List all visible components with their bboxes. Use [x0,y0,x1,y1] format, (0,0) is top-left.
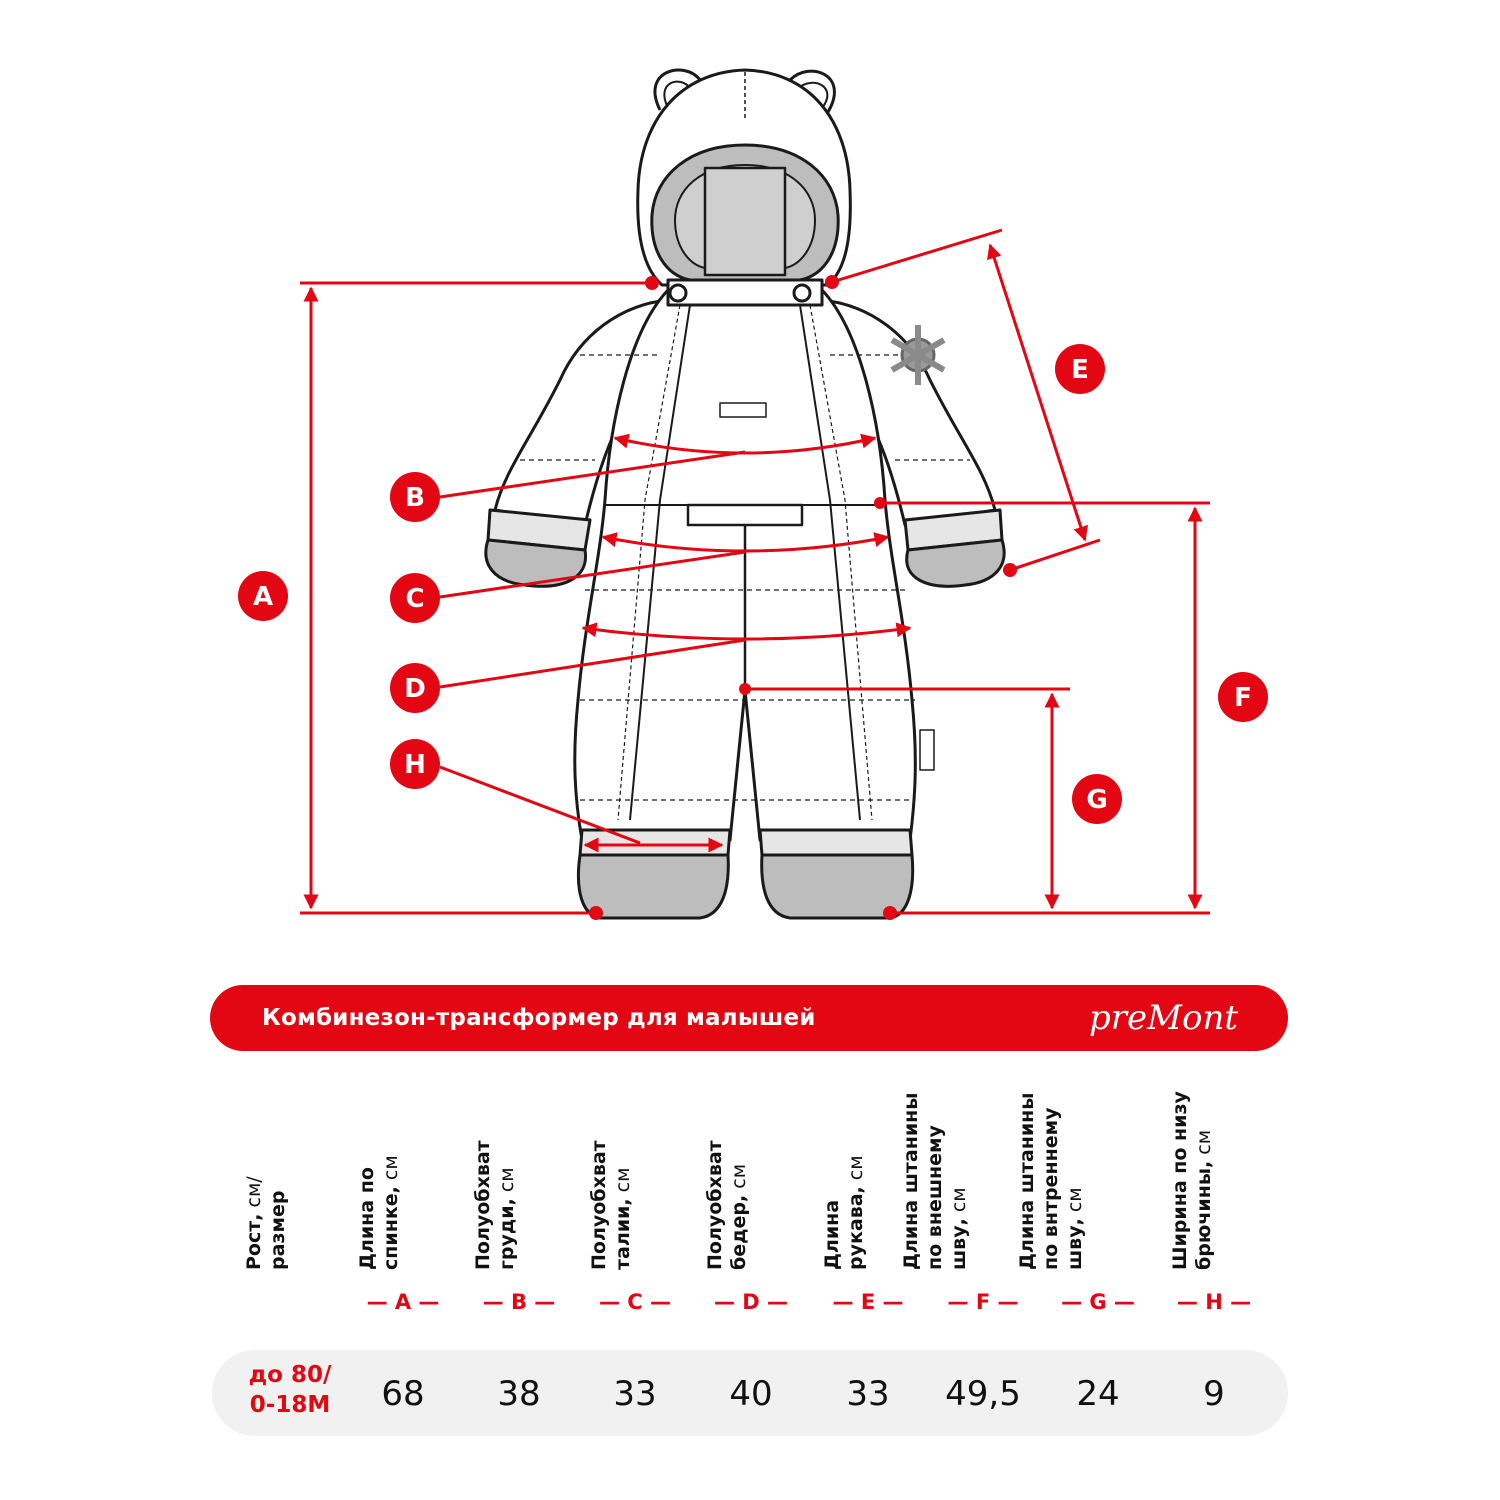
column-letter-f: — F — [947,1290,1019,1314]
marker-e [1055,344,1105,394]
column-letter-b: — B — [482,1290,556,1314]
marker-f [1218,672,1268,722]
marker-c [390,573,440,623]
svg-text:H: H [404,750,426,780]
marker-a [238,571,288,621]
product-banner [210,985,1288,1051]
column-header-h: Ширина по низу брючины, см [1169,1091,1215,1270]
value-b: 38 [497,1374,541,1414]
value-c: 33 [613,1374,657,1414]
column-header-b: Полуобхват груди, см [472,1140,518,1270]
column-letter-e: — E — [832,1290,904,1314]
svg-text:E: E [1071,355,1089,385]
column-letter-c: — C — [598,1290,672,1314]
product-title: Комбинезон-трансформер для малышей [262,1005,816,1031]
marker-h [390,739,440,789]
brand-label [720,403,766,417]
line-e-bottom [1010,540,1100,570]
value-d: 40 [729,1374,773,1414]
value-f: 49,5 [945,1374,1021,1414]
marker-b [390,472,440,522]
right-leg-cuff [760,830,912,855]
brand-logo: preMont [1089,998,1238,1038]
column-header-e: Длина рукава, см [821,1155,867,1270]
value-g: 24 [1076,1374,1120,1414]
column-header-a: Длина по спинке, см [356,1155,402,1270]
svg-text:B: B [405,483,425,513]
value-e: 33 [846,1374,890,1414]
line-e-top [832,230,1002,282]
column-header-g: Длина штанины по внтреннему шву, см [1016,1092,1086,1270]
value-a: 68 [381,1374,425,1414]
column-header-height: Рост, см/ размер [243,1176,289,1270]
svg-text:D: D [404,674,426,704]
column-letter-g: — G — [1061,1290,1135,1314]
column-letter-h: — H — [1176,1290,1252,1314]
svg-text:G: G [1086,785,1108,815]
column-letter-d: — D — [713,1290,789,1314]
column-header-d: Полуобхват бедер, см [704,1140,750,1270]
value-h: 9 [1203,1374,1225,1414]
column-header-c: Полуобхват талии, см [588,1140,634,1270]
svg-text:C: C [405,584,425,614]
size-cell: до 80/ 0-18М [248,1362,332,1418]
marker-g [1072,774,1122,824]
arrow-e [990,245,1085,540]
column-letter-a: — A — [366,1290,440,1314]
svg-text:A: A [252,582,274,612]
jumpsuit-illustration [486,70,1004,918]
column-header-f: Длина штанины по внешнему шву, см [900,1092,970,1270]
left-leg-cuff [580,830,730,855]
svg-text:F: F [1234,683,1252,713]
marker-d [390,663,440,713]
